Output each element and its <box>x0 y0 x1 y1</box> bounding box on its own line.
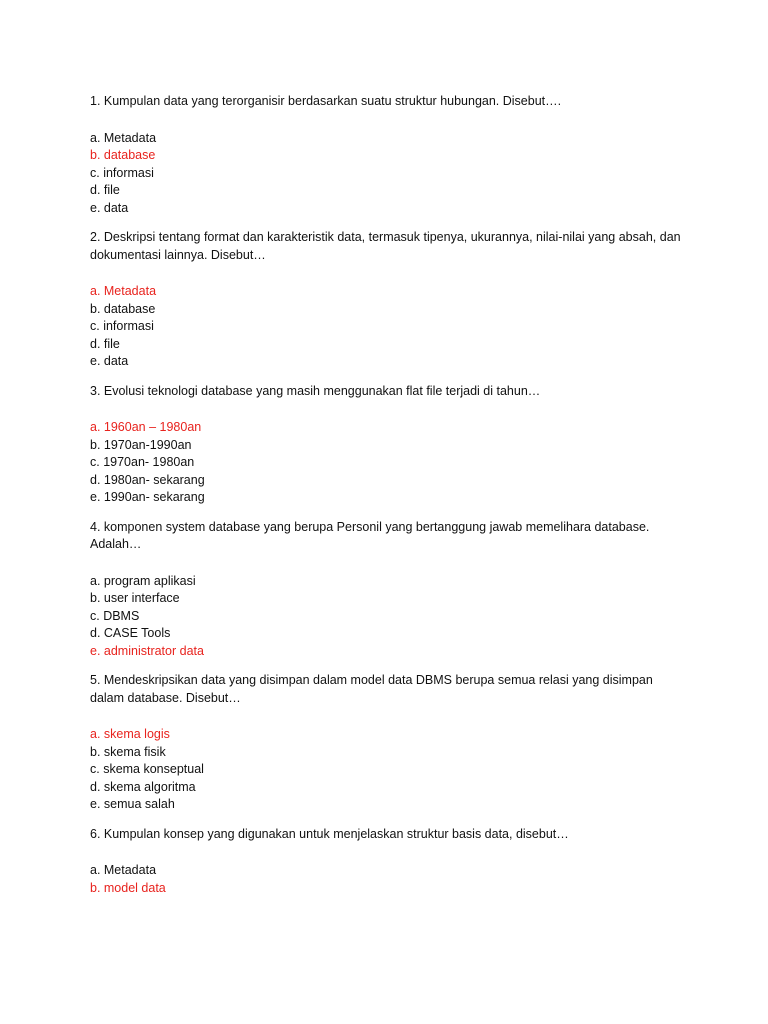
answer-option-correct: a. 1960an – 1980an <box>90 420 202 434</box>
question-2 <box>90 229 690 371</box>
answer-option: d. skema algoritma <box>90 779 196 794</box>
document-page <box>90 93 690 909</box>
answer-option: e. data <box>90 354 129 368</box>
question-3 <box>90 383 690 507</box>
answer-option-correct: a. skema logis <box>90 727 170 741</box>
question-text: 2. Deskripsi tentang format dan karakteristik data, termasuk tipenya, ukurannya, nilai-nilai yang absah, dan dokumentasi lainnya. Disebut… <box>90 230 681 262</box>
answer-option: b. user interface <box>90 591 180 605</box>
answer-option: d. file <box>90 336 120 351</box>
answer-option: d. CASE Tools <box>90 626 171 640</box>
answer-option: a. Metadata <box>90 863 157 877</box>
question-text: 3. Evolusi teknologi database yang masih menggunakan flat file terjadi di tahun… <box>90 383 541 398</box>
question-5 <box>90 672 690 814</box>
answer-option: e. data <box>90 200 129 215</box>
question-1 <box>90 93 690 217</box>
answer-option: a. program aplikasi <box>90 573 196 588</box>
answer-option: c. skema konseptual <box>90 762 204 776</box>
answer-option-correct: b. model data <box>90 880 166 895</box>
answer-option: e. semua salah <box>90 797 175 811</box>
question-text: 1. Kumpulan data yang terorganisir berdasarkan suatu struktur hubungan. Disebut…. <box>90 94 562 108</box>
answer-option: b. database <box>90 301 156 316</box>
answer-option: e. 1990an- sekarang <box>90 490 205 504</box>
answer-option: d. file <box>90 183 120 197</box>
question-4 <box>90 519 690 661</box>
answer-option-correct: b. database <box>90 148 156 162</box>
question-6 <box>90 826 690 898</box>
answer-option-correct: a. Metadata <box>90 284 157 298</box>
answer-option: a. Metadata <box>90 130 157 145</box>
answer-option: c. DBMS <box>90 608 140 623</box>
answer-option: b. skema fisik <box>90 744 166 759</box>
question-text: 6. Kumpulan konsep yang digunakan untuk menjelaskan struktur basis data, disebut… <box>90 826 569 841</box>
answer-option: d. 1980an- sekarang <box>90 472 205 487</box>
answer-option: b. 1970an-1990an <box>90 437 192 452</box>
answer-option-correct: e. administrator data <box>90 643 204 658</box>
answer-option: c. informasi <box>90 319 154 333</box>
answer-option: c. informasi <box>90 165 154 180</box>
answer-option: c. 1970an- 1980an <box>90 455 195 469</box>
question-text: 5. Mendeskripsikan data yang disimpan dalam model data DBMS berupa semua relasi yang disimpan dalam database. Disebut… <box>90 673 653 705</box>
question-text: 4. komponen system database yang berupa Personil yang bertanggung jawab memelihara database. Adalah… <box>90 519 650 551</box>
